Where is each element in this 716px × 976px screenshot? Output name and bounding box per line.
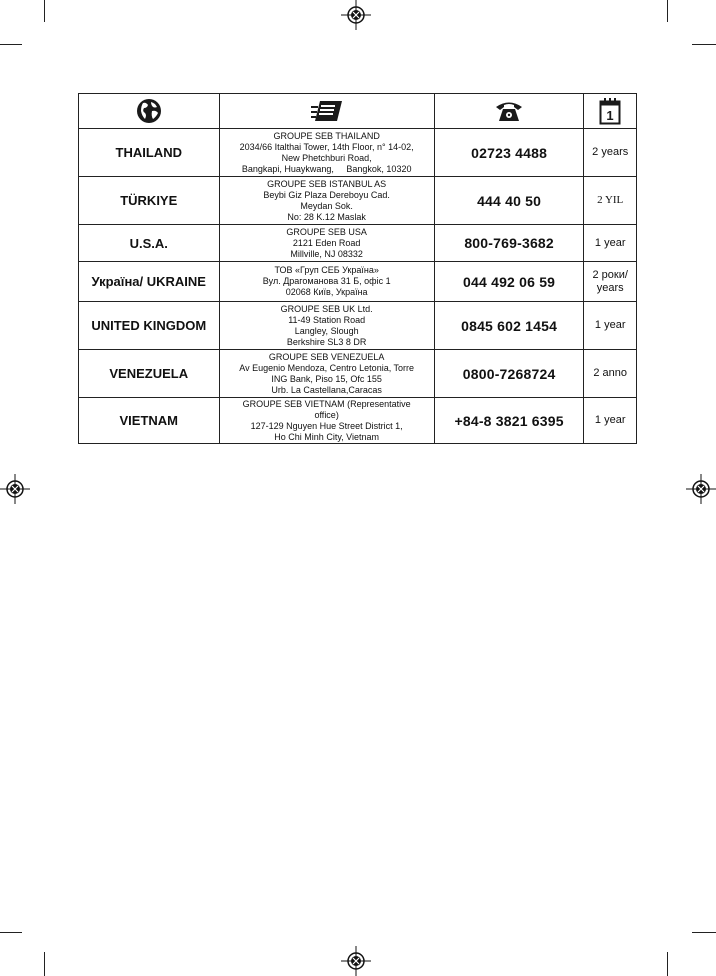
table-row: [79, 350, 637, 398]
country-cell: VENEZUELA: [79, 350, 220, 398]
phone-cell: 044 492 06 59: [434, 262, 584, 302]
duration-cell: 2 роки/ years: [584, 262, 637, 302]
crop-mark: [44, 952, 45, 976]
crop-mark: [692, 932, 716, 933]
registration-mark-icon: [0, 474, 30, 504]
address-line: GROUPE SEB VIETNAM (Representative: [242, 398, 411, 409]
table-row: [79, 129, 637, 177]
table-row: [79, 225, 637, 262]
crop-mark: [667, 0, 668, 22]
duration-cell: 2 anno: [584, 350, 637, 398]
globe-icon: [136, 98, 162, 124]
address-line: ING Bank, Piso 15, Ofc 155: [271, 373, 382, 384]
address-line: 11-49 Station Road: [288, 314, 366, 325]
crop-mark: [667, 952, 668, 976]
address-line: No: 28 K.12 Maslak: [287, 211, 366, 222]
table-body: [79, 129, 637, 444]
address-line: 02068 Київ, Україна: [285, 287, 368, 297]
address-cell: [219, 177, 434, 225]
address-line: Ho Chi Minh City, Vietnam: [274, 431, 380, 442]
address-line: GROUPE SEB UK Ltd.: [280, 303, 373, 314]
address-cell: [219, 225, 434, 262]
phone-cell: +84-8 3821 6395: [434, 398, 584, 444]
registration-mark-icon: [341, 946, 371, 976]
country-column-header: [79, 94, 220, 129]
country-cell: TÜRKIYE: [79, 177, 220, 225]
address-cell: [219, 302, 434, 350]
phone-column-header: [434, 94, 584, 129]
address-line: GROUPE SEB USA: [286, 226, 367, 237]
telephone-icon: [494, 99, 524, 123]
address-cell: [219, 398, 434, 444]
crop-mark: [0, 44, 22, 45]
calendar-icon: [599, 97, 621, 125]
phone-cell: 0800-7268724: [434, 350, 584, 398]
address-line: ТОВ «Груп СЕБ Україна»: [274, 265, 379, 275]
country-cell: U.S.A.: [79, 225, 220, 262]
registration-mark-icon: [341, 0, 371, 30]
table-row: [79, 302, 637, 350]
duration-cell: 1 year: [584, 225, 637, 262]
address-line: GROUPE SEB ISTANBUL AS: [267, 178, 387, 189]
address-line: GROUPE SEB THAILAND: [273, 130, 380, 141]
table-row: [79, 177, 637, 225]
phone-cell: 800-769-3682: [434, 225, 584, 262]
address-cell: [219, 350, 434, 398]
phone-cell: 0845 602 1454: [434, 302, 584, 350]
crop-mark: [44, 0, 45, 22]
address-line: Urb. La Castellana,Caracas: [271, 384, 382, 395]
address-line: Millville, NJ 08332: [290, 248, 363, 259]
address-line: office): [314, 409, 339, 420]
address-line: Langley, Slough: [294, 325, 359, 336]
address-line: Beybi Giz Plaza Dereboyu Cad.: [263, 189, 390, 200]
address-line: Вул. Драгоманова 31 Б, офіс 1: [262, 276, 391, 286]
country-cell: THAILAND: [79, 129, 220, 177]
duration-cell: 2 years: [584, 129, 637, 177]
address-line: New Phetchburi Road,: [281, 152, 372, 163]
phone-cell: 02723 4488: [434, 129, 584, 177]
address-line: 2034/66 Italthai Tower, 14th Floor, n° 14-02,: [239, 141, 414, 152]
table-row: [79, 398, 637, 444]
table-row: [79, 262, 637, 302]
country-cell: VIETNAM: [79, 398, 220, 444]
duration-cell: 1 year: [584, 398, 637, 444]
phone-cell: 444 40 50: [434, 177, 584, 225]
address-cell: [219, 129, 434, 177]
crop-mark: [692, 44, 716, 45]
address-line: GROUPE SEB VENEZUELA: [268, 351, 385, 362]
service-contact-table: [78, 93, 637, 444]
calendar-number: 1: [606, 108, 614, 123]
address-line: Av Eugenio Mendoza, Centro Letonia, Torre: [239, 362, 415, 373]
address-document-icon: [311, 99, 343, 123]
address-line: Meydan Sok.: [300, 200, 353, 211]
address-cell: [219, 262, 434, 302]
duration-cell: 1 year: [584, 302, 637, 350]
address-line: 127-129 Nguyen Hue Street District 1,: [250, 420, 403, 431]
address-line: 2121 Eden Road: [292, 237, 361, 248]
table-header-row: [79, 94, 637, 129]
address-column-header: [219, 94, 434, 129]
duration-cell: 2 YIL: [584, 177, 637, 225]
address-line: Berkshire SL3 8 DR: [286, 336, 367, 347]
address-line: Bangkapi, Huaykwang, Bangkok, 10320: [241, 163, 412, 174]
registration-mark-icon: [686, 474, 716, 504]
duration-column-header: [584, 94, 637, 129]
crop-mark: [0, 932, 22, 933]
country-cell: Україна/ UKRAINE: [79, 262, 220, 302]
country-cell: UNITED KINGDOM: [79, 302, 220, 350]
